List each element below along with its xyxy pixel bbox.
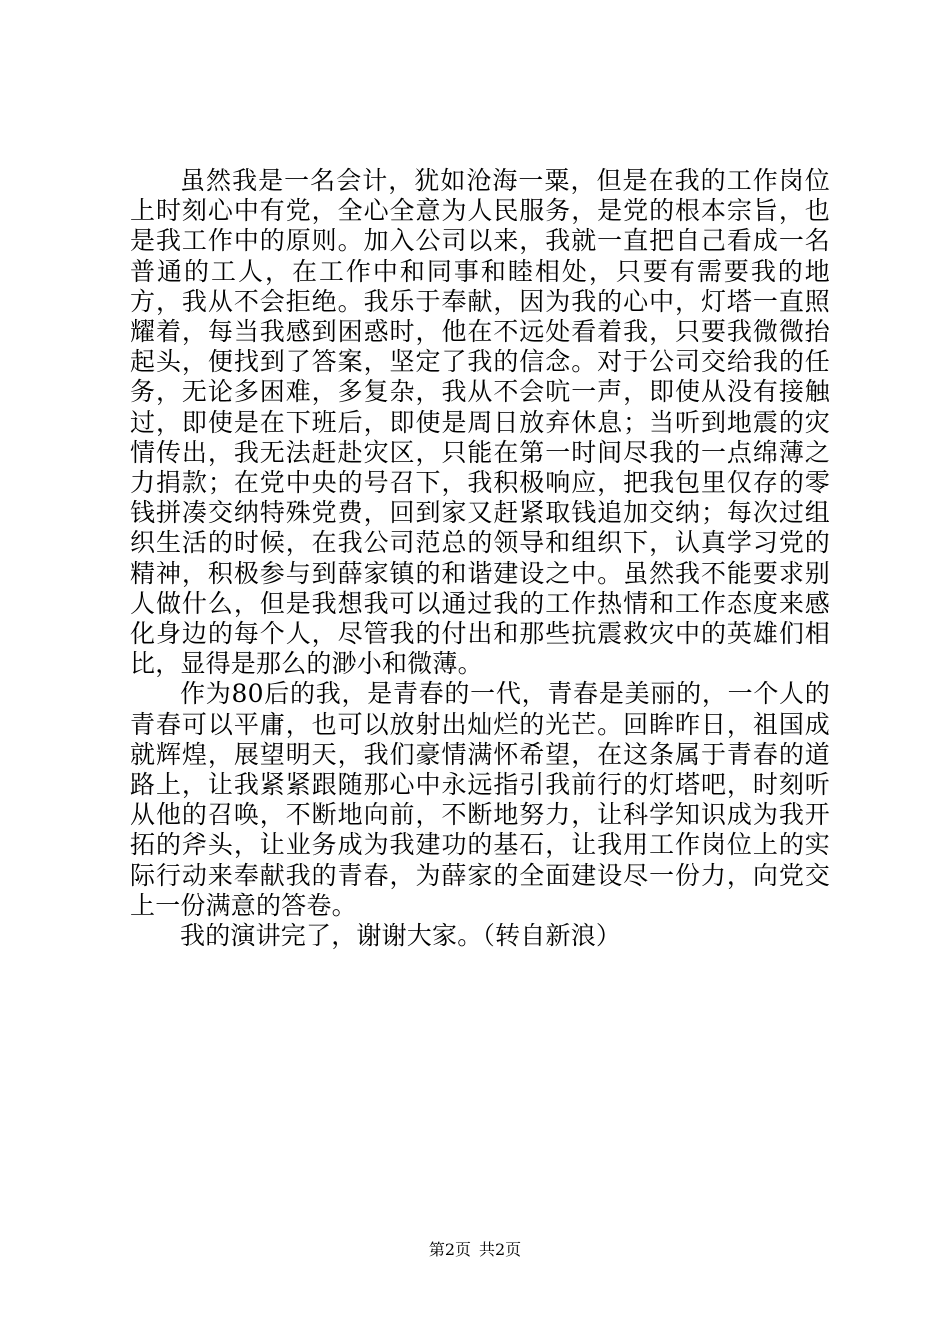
page-footer [0,1240,950,1260]
page-number: 第2页 [428,1240,471,1259]
paragraph-1: 虽然我是一名会计，犹如沧海一粟，但是在我的工作岗位上时刻心中有党，全心全意为人民服务，是党的根本宗旨，也是我工作中的原则。加入公司以来，我就一直把自己看成一名普通的工人，在工作中和同事和睦相处，只要有需要我的地方，我从不会拒绝。我乐于奉献，因为我的心中，灯塔一直照耀着，每当我感到困惑时，他在不远处看着我，只要我微微抬起头，便找到了答案，坚定了我的信念。对于公司交给我的任务，无论多困难，多复杂，我从不会吭一声，即使从没有接触过，即使是在下班后，即使是周日放弃休息；当听到地震的灾情传出，我无法赶赴灾区，只能在第一时间尽我的一点绵薄之力捐款；在党中央的号召下，我积极响应，把我包里仅存的零钱拼凑交纳特殊党费，回到家又赶紧取钱追加交纳；每次过组织生活的时候，在我公司范总的领导和组织下，认真学习党的精神，积极参与到薛家镇的和谐建设之中。虽然我不能要求别人做什么，但是我想我可以通过我的工作热情和工作态度来感化身边的每个人，尽管我的付出和那些抗震救灾中的英雄们相比，显得是那么的渺小和微薄。 [130,166,830,679]
page-total: 共2页 [479,1240,522,1259]
paragraph-2: 作为80后的我，是青春的一代，青春是美丽的，一个人的青春可以平庸，也可以放射出灿烂的光芒。回眸昨日，祖国成就辉煌，展望明天，我们豪情满怀希望，在这条属于青春的道路上，让我紧紧跟随那心中永远指引我前行的灯塔吧，时刻听从他的召唤，不断地向前，不断地努力，让科学知识成为我开拓的斧头，让业务成为我建功的基石，让我用工作岗位上的实际行动来奉献我的青春，为薛家的全面建设尽一份力，向党交上一份满意的答卷。 [130,679,830,920]
paragraph-3: 我的演讲完了，谢谢大家。（转自新浪） [180,921,622,951]
document-body [130,166,830,951]
